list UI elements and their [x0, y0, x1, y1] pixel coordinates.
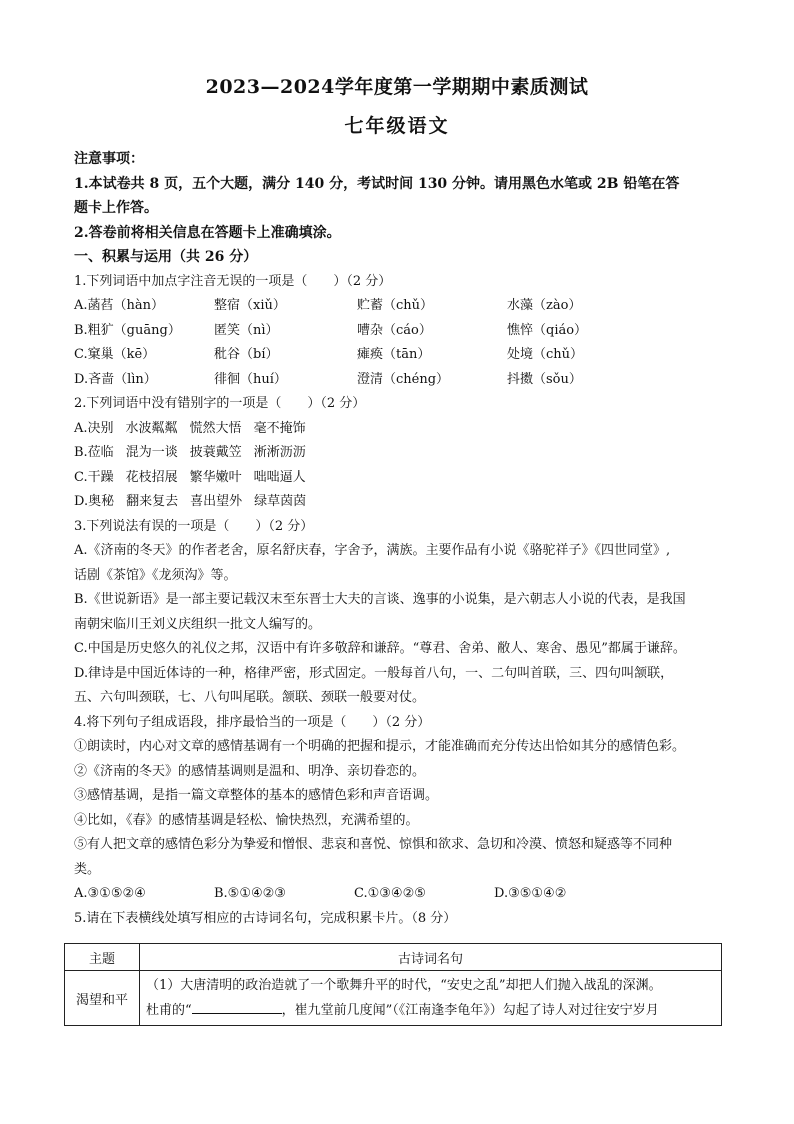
q4-options: [74, 882, 734, 907]
card-row-theme: 渴望和平: [65, 971, 140, 1026]
q1-option-d: D.吝啬（lìn） 徘徊（huí） 澄清（chéng） 抖擞（sǒu）: [74, 371, 582, 387]
q1-stem: 1.下列词语中加点字注音无误的一项是（ ）（2 分）: [74, 273, 392, 289]
q3-option-d: D.律诗是中国近体诗的一种，格律严密，形式固定。一般每首八句，一、二句叫首联，三、四句叫颔联，: [74, 665, 674, 681]
q4-sentence-2: ②《济南的冬天》的感情基调则是温和、明净、亲切眷恋的。: [74, 763, 426, 779]
q4-sentence-1: ①朗读时，内心对文章的感情基调有一个明确的把握和提示，才能准确而充分传达出恰如其分的感情色彩。: [74, 739, 686, 754]
notice-item-2: 2.答卷前将相关信息在答题卡上准确填涂。: [74, 224, 341, 241]
q4-sentence-4: ④比如，《春》的感情基调是轻松、愉快热烈，充满希望的。: [74, 812, 419, 828]
q5-stem: 5.请在下表横线处填写相应的古诗词名句，完成积累卡片。（8 分）: [74, 910, 457, 926]
answer-blank[interactable]: [192, 999, 282, 1014]
card-row-text-2: 杜甫的“ ，崔九堂前几度闻”（《江南逢李龟年》）勾起了诗人对过往安宁岁月: [146, 998, 715, 1023]
q3-stem: 3.下列说法有误的一项是（ ）（2 分）: [74, 518, 314, 534]
card-header-theme: 主题: [65, 944, 140, 971]
q3-option-b: B.《世说新语》是一部主要记载汉末至东晋士大夫的言谈、逸事的小说集，是六朝志人小说的代表，是我国: [74, 592, 686, 607]
q4-option-b: B.⑤①④②③: [214, 886, 286, 901]
notice-heading: 注意事项：: [74, 151, 144, 167]
exam-body: [74, 147, 734, 931]
card-row-text-1: （1）大唐清明的政治造就了一个歌舞升平的时代，“安史之乱”却把人们抛入战乱的深渊。: [146, 978, 662, 993]
card-row-content: [140, 971, 722, 1026]
q2-option-d: D.奥秘 翻来复去 喜出望外 绿草茵茵: [74, 494, 307, 509]
q1-option-c: C.窠巢（kē） 秕谷（bí） 瘫痪（tān） 处境（chǔ）: [74, 347, 584, 362]
q3-option-a: A.《济南的冬天》的作者老舍，原名舒庆春，字舍予，满族。主要作品有小说《骆驼祥子》《四世同堂》,: [74, 543, 671, 558]
notice-item-1-cont: 题卡上作答。: [74, 200, 158, 216]
q4-option-a: A.③①⑤②④: [74, 886, 146, 901]
exam-subtitle: 七年级语文: [344, 115, 450, 137]
q3-option-d-cont: 五、六句叫颈联，七、八句叫尾联。颔联、颈联一般要对仗。: [74, 690, 426, 705]
q4-sentence-5-cont: 类。: [74, 861, 101, 877]
card-row: [65, 971, 722, 1026]
q1-option-a: A.菡萏（hàn） 整宿（xiǔ） 贮蓄（chǔ） 水藻（zào）: [74, 298, 582, 313]
q3-option-c: C.中国是历史悠久的礼仪之邦，汉语中有许多敬辞和谦辞。“尊君、舍弟、敝人、寒舍、愚见”都属于谦辞。: [74, 641, 686, 656]
card-header-row: [65, 944, 722, 971]
card-header-content: 古诗词名句: [140, 944, 722, 971]
poem-accumulation-card: [64, 943, 722, 1026]
q1-option-b: B.粗犷（guāng） 匿笑（nì） 嘈杂（cáo） 憔悴（qiáo）: [74, 322, 588, 338]
q2-stem: 2.下列词语中没有错别字的一项是（ ）（2 分）: [74, 396, 366, 411]
q3-option-b-cont: 南朝宋临川王刘义庆组织一批文人编写的。: [74, 616, 322, 632]
q4-sentence-5: ⑤有人把文章的感情色彩分为挚爱和憎恨、悲哀和喜悦、惊惧和欲求、急切和冷漠、愤怒和疑惑等不同种: [74, 837, 673, 852]
q2-option-c: C.干躁 花枝招展 繁华嫩叶 咄咄逼人: [74, 469, 306, 485]
exam-title: 2023—2024学年度第一学期期中素质测试: [205, 76, 589, 98]
notice-item-1: 1.本试卷共 8 页，五个大题，满分 140 分，考试时间 130 分钟。请用黑色水笔或 2B 铅笔在答: [74, 175, 680, 192]
q2-option-a: A.决别 水波粼粼 慌然大悟 毫不掩饰: [74, 420, 306, 436]
q4-option-d: D.③⑤①④②: [494, 886, 567, 901]
q4-sentence-3: ③感情基调，是指一篇文章整体的基本的感情色彩和声音语调。: [74, 788, 439, 803]
q3-option-a-cont: 话剧《茶馆》《龙须沟》等。: [74, 567, 237, 583]
q4-option-c: C.①③④②⑤: [354, 886, 426, 901]
section-1-heading: 一、积累与运用（共 26 分）: [74, 249, 258, 265]
q4-stem: 4.将下列句子组成语段，排序最恰当的一项是（ ）（2 分）: [74, 714, 431, 730]
q2-option-b: B.莅临 混为一谈 披蓑戴笠 淅淅沥沥: [74, 445, 306, 460]
